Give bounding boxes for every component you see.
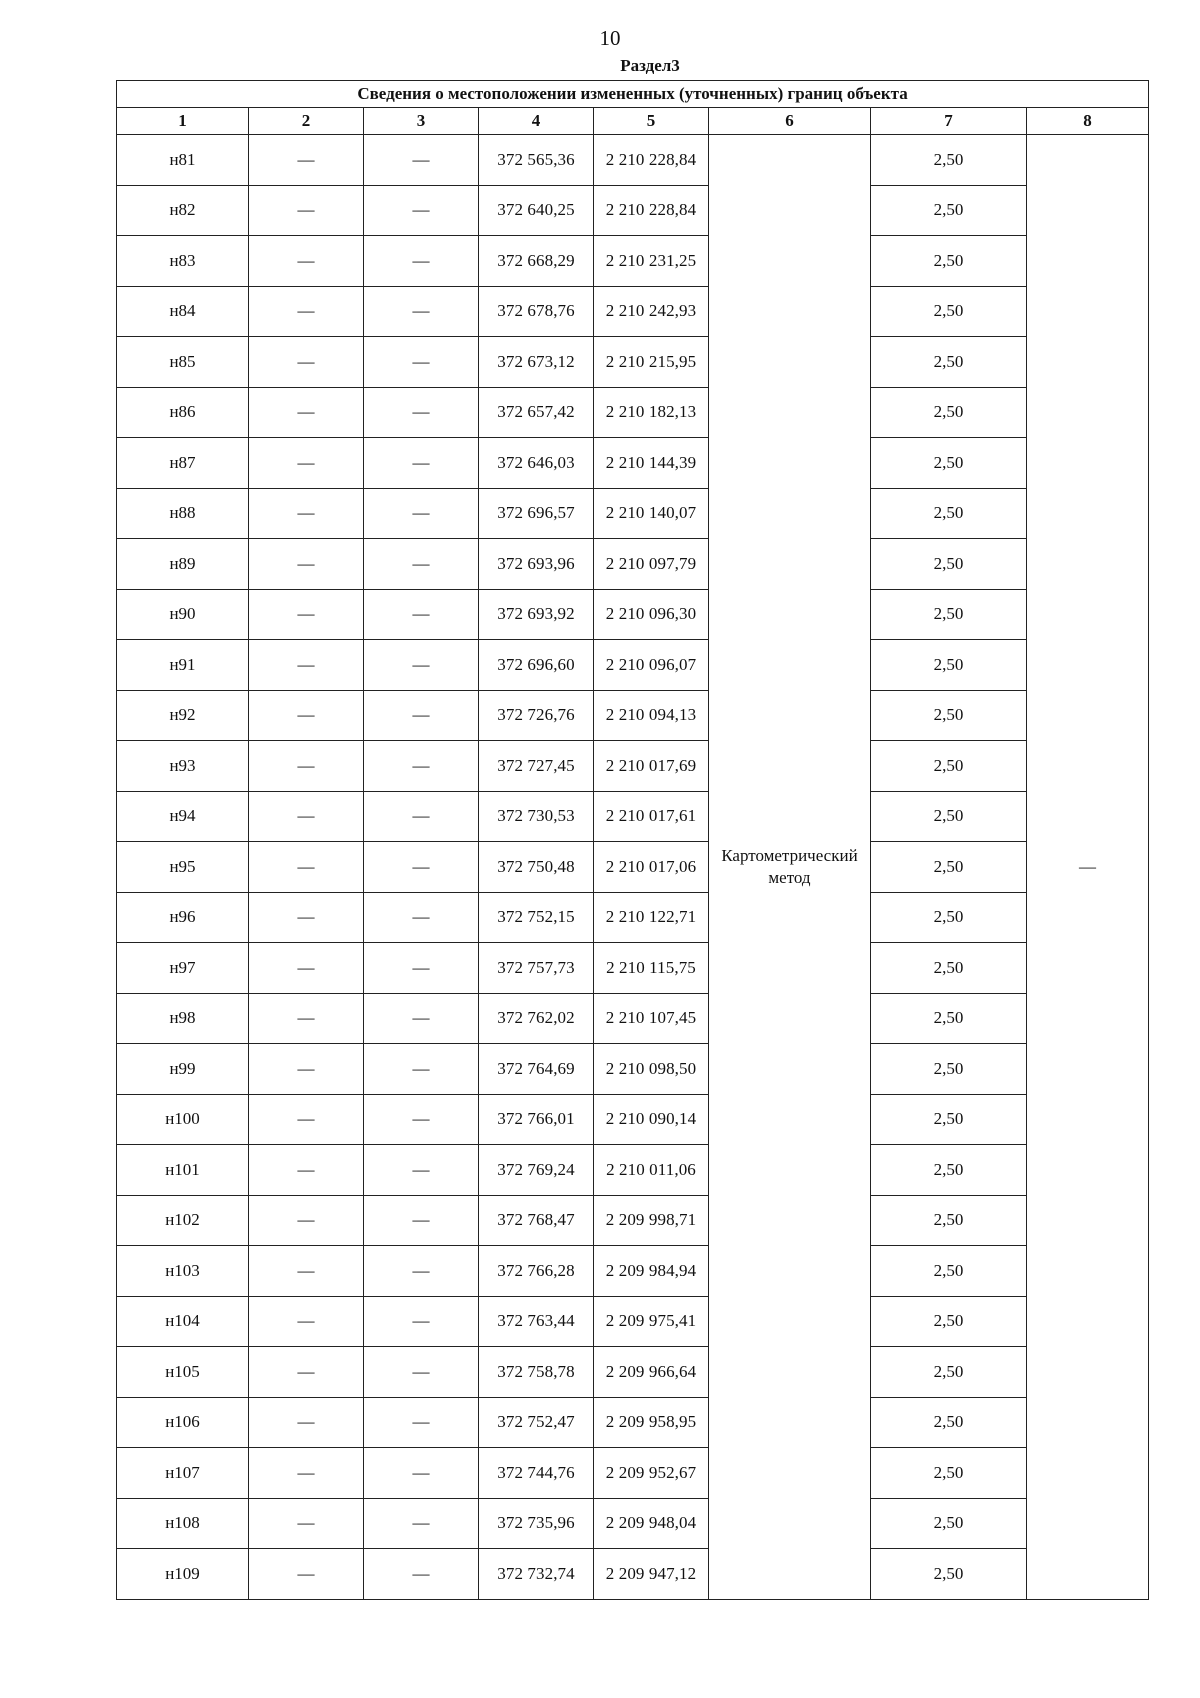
y-coordinate-cell: 2 210 122,71: [594, 892, 709, 943]
y-coordinate-cell: 2 210 017,06: [594, 842, 709, 893]
accuracy-cell: 2,50: [871, 1347, 1027, 1398]
x-coordinate-cell: 372 646,03: [479, 438, 594, 489]
table-row: [117, 943, 1149, 994]
point-cell: н82: [117, 185, 249, 236]
dash-cell: —: [364, 1044, 479, 1095]
x-coordinate-cell: 372 764,69: [479, 1044, 594, 1095]
point-cell: н100: [117, 1094, 249, 1145]
x-coordinate-cell: 372 766,01: [479, 1094, 594, 1145]
table-row: [117, 1498, 1149, 1549]
accuracy-cell: 2,50: [871, 1246, 1027, 1297]
table-row: [117, 1448, 1149, 1499]
y-coordinate-cell: 2 210 097,79: [594, 539, 709, 590]
y-coordinate-cell: 2 210 098,50: [594, 1044, 709, 1095]
dash-cell: —: [364, 892, 479, 943]
method-cell: Картометрический метод: [709, 135, 871, 1600]
x-coordinate-cell: 372 768,47: [479, 1195, 594, 1246]
x-coordinate-cell: 372 673,12: [479, 337, 594, 388]
dash-cell: —: [364, 690, 479, 741]
dash-cell: —: [249, 1347, 364, 1398]
y-coordinate-cell: 2 210 107,45: [594, 993, 709, 1044]
table-row: [117, 640, 1149, 691]
x-coordinate-cell: 372 730,53: [479, 791, 594, 842]
y-coordinate-cell: 2 210 140,07: [594, 488, 709, 539]
point-cell: н107: [117, 1448, 249, 1499]
dash-cell: —: [249, 690, 364, 741]
dash-cell: —: [364, 943, 479, 994]
x-coordinate-cell: 372 565,36: [479, 135, 594, 186]
column8-cell: —: [1027, 135, 1149, 1600]
section-title: Раздел3: [620, 56, 680, 75]
dash-cell: —: [364, 589, 479, 640]
y-coordinate-cell: 2 210 228,84: [594, 135, 709, 186]
point-cell: н93: [117, 741, 249, 792]
accuracy-cell: 2,50: [871, 791, 1027, 842]
dash-cell: —: [364, 337, 479, 388]
table-row: [117, 1246, 1149, 1297]
point-cell: н95: [117, 842, 249, 893]
dash-cell: —: [364, 1397, 479, 1448]
y-coordinate-cell: 2 209 984,94: [594, 1246, 709, 1297]
coordinates-table: [116, 80, 1149, 1600]
y-coordinate-cell: 2 210 096,07: [594, 640, 709, 691]
dash-cell: —: [364, 1296, 479, 1347]
table-row: [117, 438, 1149, 489]
table-row: [117, 842, 1149, 893]
y-coordinate-cell: 2 210 215,95: [594, 337, 709, 388]
y-coordinate-cell: 2 210 144,39: [594, 438, 709, 489]
accuracy-cell: 2,50: [871, 943, 1027, 994]
table-row: [117, 236, 1149, 287]
x-coordinate-cell: 372 752,15: [479, 892, 594, 943]
x-coordinate-cell: 372 752,47: [479, 1397, 594, 1448]
dash-cell: —: [364, 539, 479, 590]
y-coordinate-cell: 2 210 115,75: [594, 943, 709, 994]
accuracy-cell: 2,50: [871, 1094, 1027, 1145]
point-cell: н89: [117, 539, 249, 590]
column-number: 3: [364, 108, 479, 135]
point-cell: н88: [117, 488, 249, 539]
point-cell: н94: [117, 791, 249, 842]
dash-cell: —: [249, 1498, 364, 1549]
dash-cell: —: [249, 943, 364, 994]
dash-cell: —: [249, 488, 364, 539]
dash-cell: —: [249, 1094, 364, 1145]
accuracy-cell: 2,50: [871, 438, 1027, 489]
y-coordinate-cell: 2 209 998,71: [594, 1195, 709, 1246]
y-coordinate-cell: 2 209 966,64: [594, 1347, 709, 1398]
table-row: [117, 1195, 1149, 1246]
x-coordinate-cell: 372 696,60: [479, 640, 594, 691]
point-cell: н87: [117, 438, 249, 489]
point-cell: н96: [117, 892, 249, 943]
x-coordinate-cell: 372 657,42: [479, 387, 594, 438]
point-cell: н86: [117, 387, 249, 438]
dash-cell: —: [249, 741, 364, 792]
accuracy-cell: 2,50: [871, 1498, 1027, 1549]
table-row: [117, 690, 1149, 741]
page-number: 10: [599, 26, 621, 50]
column-number: 2: [249, 108, 364, 135]
dash-cell: —: [249, 337, 364, 388]
accuracy-cell: 2,50: [871, 539, 1027, 590]
table-row: [117, 1549, 1149, 1600]
dash-cell: —: [364, 791, 479, 842]
table-row: [117, 1044, 1149, 1095]
column-number-row: [117, 108, 1149, 135]
column-number: 4: [479, 108, 594, 135]
accuracy-cell: 2,50: [871, 286, 1027, 337]
y-coordinate-cell: 2 210 242,93: [594, 286, 709, 337]
accuracy-cell: 2,50: [871, 589, 1027, 640]
y-coordinate-cell: 2 209 947,12: [594, 1549, 709, 1600]
accuracy-cell: 2,50: [871, 135, 1027, 186]
dash-cell: —: [364, 1498, 479, 1549]
table-row: [117, 488, 1149, 539]
x-coordinate-cell: 372 668,29: [479, 236, 594, 287]
y-coordinate-cell: 2 209 975,41: [594, 1296, 709, 1347]
point-cell: н108: [117, 1498, 249, 1549]
accuracy-cell: 2,50: [871, 741, 1027, 792]
point-cell: н102: [117, 1195, 249, 1246]
accuracy-cell: 2,50: [871, 640, 1027, 691]
dash-cell: —: [249, 791, 364, 842]
point-cell: н101: [117, 1145, 249, 1196]
x-coordinate-cell: 372 757,73: [479, 943, 594, 994]
accuracy-cell: 2,50: [871, 1145, 1027, 1196]
dash-cell: —: [364, 842, 479, 893]
x-coordinate-cell: 372 762,02: [479, 993, 594, 1044]
table-row: [117, 185, 1149, 236]
y-coordinate-cell: 2 209 958,95: [594, 1397, 709, 1448]
y-coordinate-cell: 2 209 948,04: [594, 1498, 709, 1549]
dash-cell: —: [364, 1145, 479, 1196]
dash-cell: —: [364, 438, 479, 489]
y-coordinate-cell: 2 210 182,13: [594, 387, 709, 438]
x-coordinate-cell: 372 693,92: [479, 589, 594, 640]
dash-cell: —: [249, 135, 364, 186]
accuracy-cell: 2,50: [871, 236, 1027, 287]
dash-cell: —: [249, 1448, 364, 1499]
y-coordinate-cell: 2 209 952,67: [594, 1448, 709, 1499]
dash-cell: —: [249, 387, 364, 438]
point-cell: н109: [117, 1549, 249, 1600]
x-coordinate-cell: 372 696,57: [479, 488, 594, 539]
accuracy-cell: 2,50: [871, 185, 1027, 236]
y-coordinate-cell: 2 210 017,61: [594, 791, 709, 842]
dash-cell: —: [364, 286, 479, 337]
table-row: [117, 741, 1149, 792]
dash-cell: —: [364, 1448, 479, 1499]
table-row: [117, 1347, 1149, 1398]
x-coordinate-cell: 372 693,96: [479, 539, 594, 590]
point-cell: н85: [117, 337, 249, 388]
x-coordinate-cell: 372 640,25: [479, 185, 594, 236]
accuracy-cell: 2,50: [871, 1195, 1027, 1246]
accuracy-cell: 2,50: [871, 1448, 1027, 1499]
table-row: [117, 892, 1149, 943]
table-row: [117, 1397, 1149, 1448]
x-coordinate-cell: 372 744,76: [479, 1448, 594, 1499]
table-row: [117, 589, 1149, 640]
point-cell: н99: [117, 1044, 249, 1095]
dash-cell: —: [249, 589, 364, 640]
dash-cell: —: [364, 488, 479, 539]
dash-cell: —: [364, 236, 479, 287]
dash-cell: —: [249, 539, 364, 590]
y-coordinate-cell: 2 210 094,13: [594, 690, 709, 741]
dash-cell: —: [249, 1246, 364, 1297]
x-coordinate-cell: 372 766,28: [479, 1246, 594, 1297]
dash-cell: —: [364, 387, 479, 438]
dash-cell: —: [364, 1347, 479, 1398]
point-cell: н92: [117, 690, 249, 741]
column-number: 1: [117, 108, 249, 135]
y-coordinate-cell: 2 210 090,14: [594, 1094, 709, 1145]
table-row: [117, 791, 1149, 842]
x-coordinate-cell: 372 769,24: [479, 1145, 594, 1196]
point-cell: н106: [117, 1397, 249, 1448]
dash-cell: —: [364, 741, 479, 792]
table-row: [117, 1296, 1149, 1347]
point-cell: н91: [117, 640, 249, 691]
accuracy-cell: 2,50: [871, 488, 1027, 539]
table-row: [117, 135, 1149, 186]
table-row: [117, 387, 1149, 438]
dash-cell: —: [249, 286, 364, 337]
accuracy-cell: 2,50: [871, 892, 1027, 943]
dash-cell: —: [249, 640, 364, 691]
x-coordinate-cell: 372 726,76: [479, 690, 594, 741]
dash-cell: —: [364, 1246, 479, 1297]
dash-cell: —: [249, 1044, 364, 1095]
table-row: [117, 337, 1149, 388]
dash-cell: —: [249, 842, 364, 893]
table-caption: Сведения о местоположении измененных (уточненных) границ объекта: [117, 81, 1149, 108]
dash-cell: —: [249, 1549, 364, 1600]
dash-cell: —: [364, 1195, 479, 1246]
dash-cell: —: [249, 438, 364, 489]
y-coordinate-cell: 2 210 017,69: [594, 741, 709, 792]
dash-cell: —: [364, 1094, 479, 1145]
column-number: 5: [594, 108, 709, 135]
point-cell: н97: [117, 943, 249, 994]
accuracy-cell: 2,50: [871, 1296, 1027, 1347]
accuracy-cell: 2,50: [871, 1397, 1027, 1448]
column-number: 7: [871, 108, 1027, 135]
dash-cell: —: [249, 1296, 364, 1347]
dash-cell: —: [249, 1145, 364, 1196]
point-cell: н105: [117, 1347, 249, 1398]
point-cell: н81: [117, 135, 249, 186]
x-coordinate-cell: 372 678,76: [479, 286, 594, 337]
y-coordinate-cell: 2 210 096,30: [594, 589, 709, 640]
x-coordinate-cell: 372 727,45: [479, 741, 594, 792]
table-row: [117, 993, 1149, 1044]
y-coordinate-cell: 2 210 231,25: [594, 236, 709, 287]
dash-cell: —: [364, 135, 479, 186]
point-cell: н103: [117, 1246, 249, 1297]
column-number: 8: [1027, 108, 1149, 135]
x-coordinate-cell: 372 735,96: [479, 1498, 594, 1549]
accuracy-cell: 2,50: [871, 1549, 1027, 1600]
y-coordinate-cell: 2 210 228,84: [594, 185, 709, 236]
dash-cell: —: [249, 892, 364, 943]
point-cell: н83: [117, 236, 249, 287]
table-row: [117, 286, 1149, 337]
y-coordinate-cell: 2 210 011,06: [594, 1145, 709, 1196]
x-coordinate-cell: 372 750,48: [479, 842, 594, 893]
table-row: [117, 1094, 1149, 1145]
table-row: [117, 539, 1149, 590]
accuracy-cell: 2,50: [871, 337, 1027, 388]
accuracy-cell: 2,50: [871, 690, 1027, 741]
dash-cell: —: [249, 1397, 364, 1448]
dash-cell: —: [249, 185, 364, 236]
point-cell: н98: [117, 993, 249, 1044]
dash-cell: —: [364, 993, 479, 1044]
x-coordinate-cell: 372 763,44: [479, 1296, 594, 1347]
dash-cell: —: [249, 236, 364, 287]
point-cell: н104: [117, 1296, 249, 1347]
dash-cell: —: [364, 185, 479, 236]
column-number: 6: [709, 108, 871, 135]
accuracy-cell: 2,50: [871, 387, 1027, 438]
point-cell: н84: [117, 286, 249, 337]
dash-cell: —: [249, 1195, 364, 1246]
dash-cell: —: [364, 640, 479, 691]
table-row: [117, 1145, 1149, 1196]
accuracy-cell: 2,50: [871, 1044, 1027, 1095]
dash-cell: —: [249, 993, 364, 1044]
accuracy-cell: 2,50: [871, 842, 1027, 893]
point-cell: н90: [117, 589, 249, 640]
accuracy-cell: 2,50: [871, 993, 1027, 1044]
dash-cell: —: [364, 1549, 479, 1600]
x-coordinate-cell: 372 758,78: [479, 1347, 594, 1398]
x-coordinate-cell: 372 732,74: [479, 1549, 594, 1600]
